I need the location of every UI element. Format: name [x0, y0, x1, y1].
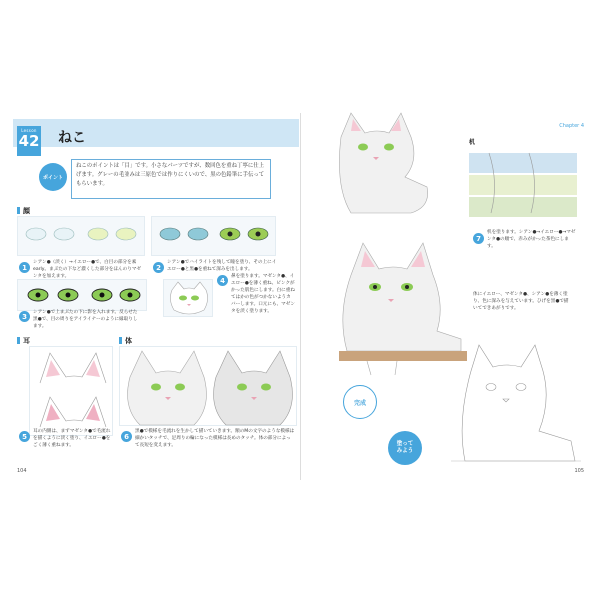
- book-spread: [13, 113, 588, 480]
- step-3-badge: 3: [19, 311, 30, 322]
- page-number-right: 105: [574, 468, 584, 474]
- eye-illustration-panel-2: [151, 216, 276, 256]
- step-4-badge: 4: [217, 275, 228, 286]
- eye-illustration-panel-1: [17, 216, 145, 256]
- lesson-badge: [17, 126, 41, 156]
- chapter-label: Chapter 4: [559, 123, 584, 129]
- body-illustration-panel: [119, 346, 297, 426]
- step-1-badge: 1: [19, 262, 30, 273]
- step-5-text: 耳の内側は、まずマゼンタ●で毛流れを描くように淡く塗り、イエロー●をごく薄く重ねます。: [33, 429, 111, 448]
- body-drawing: [120, 347, 298, 427]
- complete-stamp: 完成: [343, 385, 377, 419]
- step-2-badge: 2: [153, 262, 164, 273]
- cat-sitting-upper: [331, 107, 431, 217]
- try-line-2: みよう: [396, 448, 414, 454]
- section-ear-heading: 耳: [17, 336, 30, 346]
- step-6-badge: 6: [121, 431, 132, 442]
- step-1-text: シアン●（淡く）→イエロー●で、白目の部分を素early。まぶたの下など濃くした部分をほんのりマゼンタを加えます。: [33, 260, 141, 279]
- cat-line-drawing: [451, 341, 581, 471]
- step-6-text: 黒●で模様を毛流れを生かして描いていきます。額のMの文字のような模様は細かいタッチで、足周りの輪になった模様は長めのタッチ。体の部分によって長短を変えます。: [135, 429, 295, 448]
- cat-on-desk: [337, 235, 467, 375]
- body-finishing-note: 体にイエロー、マゼンタ●、シアン●を薄く塗り、色に深みを与えています。ひげを黒●で描いてできあがりです。: [473, 292, 569, 311]
- lesson-label: Lesson: [21, 128, 37, 133]
- page-title: ねこ: [58, 130, 86, 146]
- try-it-badge: [388, 431, 422, 465]
- cat-face-sketch: [164, 280, 214, 318]
- step-5-badge: 5: [19, 431, 30, 442]
- right-page: [301, 113, 588, 480]
- desk-cat-paws-drawing: [469, 153, 577, 217]
- eyes-step1-drawing: [18, 217, 146, 257]
- desk-heading: 机: [469, 139, 476, 146]
- try-line-1: 塗って: [396, 441, 414, 447]
- step-2-text: シアン●でハイライトを残して瞳を塗り、その上にイエロー●と黒●を重ねて深みを出します。: [167, 260, 277, 272]
- page-number-left: 104: [17, 468, 27, 474]
- left-page: [13, 113, 300, 480]
- step-7-text: 机を塗ります。シアン●→イエロー●→マゼンタ●の順で、赤みがかった茶色にします。: [487, 230, 576, 249]
- step-3-text: シアン●で上まぶたの下に影を入れます。反らせた黒●で、目の周りをアイライナーのように縁取りします。: [33, 310, 138, 329]
- eye-illustration-panel-3: [17, 279, 147, 311]
- eyes-step2-drawing: [152, 217, 277, 257]
- cat-face-sketch-panel: [163, 279, 213, 317]
- section-body-heading: 体: [119, 336, 132, 346]
- section-face-heading: 顔: [17, 206, 30, 216]
- lesson-header-bar: [13, 119, 299, 150]
- eyes-step3-drawing: [18, 280, 148, 312]
- lesson-number: 42: [18, 132, 40, 150]
- point-badge: ポイント: [39, 163, 67, 191]
- step-7-badge: 7: [473, 233, 484, 244]
- ear-drawing: [30, 347, 114, 437]
- point-text: ねこのポイントは「目」です。小さなパーツですが、数回色を重ね丁寧に仕上げます。グレーの毛並みは三原色では作りにくいので、黒の色鉛筆に手伝ってもらいます。: [71, 159, 271, 199]
- ear-illustration-panel: [29, 346, 113, 436]
- step-4-text: 鼻を塗ります。マゼンタ●、イエロー●を薄く重ね、ピンクがかった肌色にします。白に重ねてはかの色がつかないようカバーします。口元にも、マゼンタを淡く塗ります。: [231, 274, 295, 314]
